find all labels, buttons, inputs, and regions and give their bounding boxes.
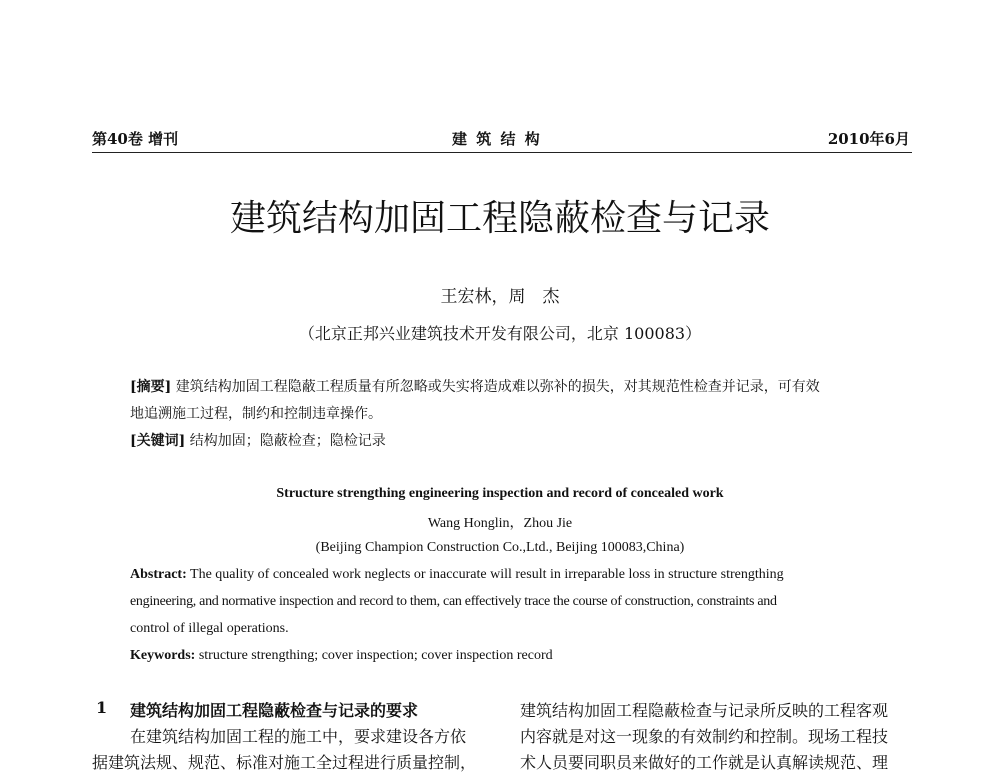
abstract-zh-line2: 地追溯施工过程，制约和控制违章操作。 (130, 406, 382, 422)
keywords-en: Keywords: structure strengthing; cover inspection; cover inspection record (130, 648, 553, 663)
authors: 王宏林，周 杰 (440, 287, 560, 307)
section-title: 建筑结构加固工程隐蔽检查与记录的要求 (130, 701, 419, 720)
left-col-line1: 在建筑结构加固工程的施工中，要求建设各方依 (130, 727, 467, 746)
left-col-line2: 据建筑法规、规范、标准对施工全过程进行质量控制， (92, 753, 477, 772)
paper-title: 建筑结构加固工程隐蔽检查与记录 (229, 198, 770, 239)
journal-volume: 第40卷 增刊 (92, 130, 179, 148)
affiliation: （北京正邦兴业建筑技术开发有限公司，北京 100083） (298, 324, 702, 343)
abstract-en-line1: Abstract: The quality of concealed work neglects or inaccurate will result in irreparable loss in structure strengthing (130, 567, 784, 582)
section-number: 1 (96, 698, 108, 717)
header-rule (92, 152, 912, 153)
abstract-zh-line1: [摘要] 建筑结构加固工程隐蔽工程质量有所忽略或失实将造成难以弥补的损失，对其规范性检查并记录，可有效 (130, 379, 820, 395)
right-col-line2: 内容就是对这一现象的有效制约和控制。现场工程技 (520, 727, 889, 746)
keywords-zh: [关键词] 结构加固；隐蔽检查；隐检记录 (130, 433, 386, 449)
right-col-line3: 术人员要同职员来做好的工作就是认真解读规范、理 (520, 753, 889, 772)
journal-name: 建 筑 结 构 (452, 130, 542, 148)
abstract-en-line3: control of illegal operations. (130, 621, 289, 636)
affiliation-en: (Beijing Champion Construction Co.,Ltd., Beijing 100083,China) (315, 540, 685, 555)
journal-date: 2010年6月 (827, 130, 910, 148)
title-en: Structure strengthing engineering inspection and record of concealed work (276, 486, 724, 501)
authors-en: Wang Honglin，Zhou Jie (427, 516, 573, 531)
abstract-en-line2: engineering, and normative inspection and record to them, can effectively trace the course of construction, constraints and (130, 594, 777, 609)
right-col-line1: 建筑结构加固工程隐蔽检查与记录所反映的工程客观 (520, 701, 889, 720)
